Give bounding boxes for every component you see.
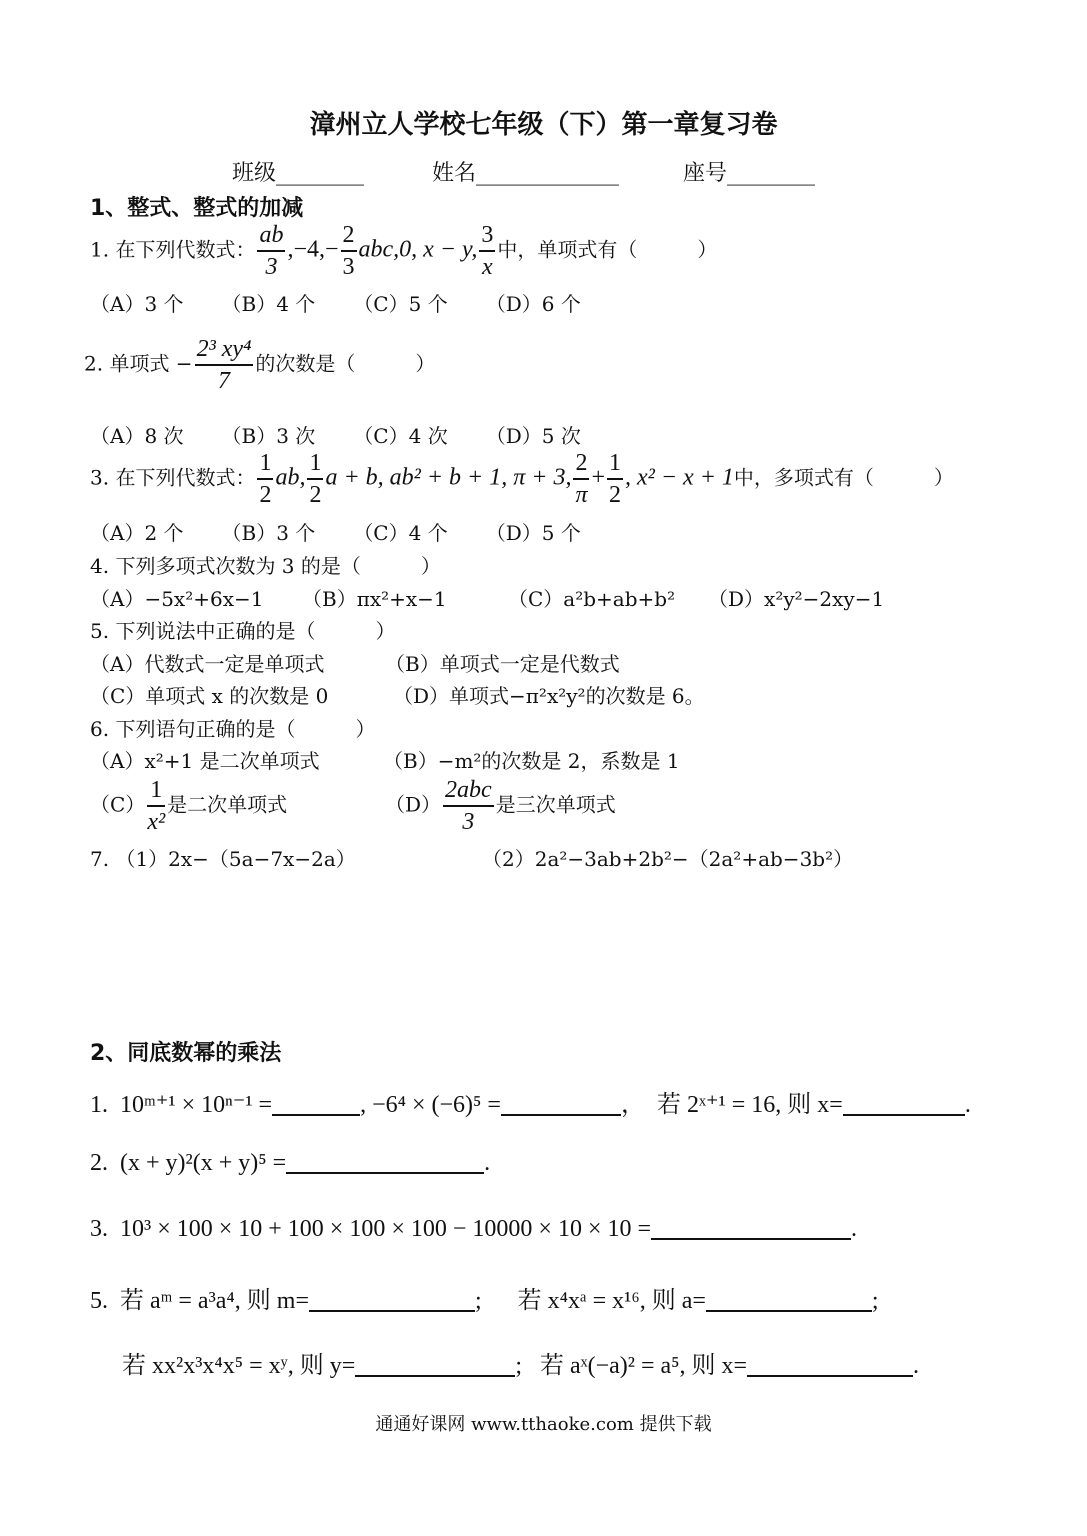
s2-question-3: 3. 10³ × 100 × 10 + 100 × 100 × 100 − 10000 × 10 × 10 = . <box>90 1216 858 1242</box>
s1-q6-option-a: （A）x²+1 是二次单项式 <box>90 749 320 773</box>
s1-question-2: 2. 单项式 − $\frac{\text{2³ xy⁴}}{7}$ 的次数是（ ） <box>84 336 436 394</box>
s1-q5-option-c: （C）单项式 x 的次数是 0 <box>90 684 329 708</box>
s1-q4-option-d: （D）x²y²−2xy−1 <box>708 587 885 611</box>
fraction: $\frac{1}{2}$ <box>609 450 621 508</box>
fraction: $\frac{3}{x}$ <box>481 222 494 280</box>
footer-text: 通通好课网 www.tthaoke.com 提供下载 <box>375 1414 712 1435</box>
s1-question-3: 3. 在下列代数式： $\frac{1}{2}$ ab, $\frac{1}{2}$ a + b, ab² + b + 1, π + 3, $\frac{2}{\pi}$ + $\frac{1}{2}$ , x² − x + 1中，多项式有（ ） <box>90 450 954 508</box>
s1-q4-option-a: （A）−5x²+6x−1 <box>90 587 264 611</box>
s1-q1-options: （A）3 个 （B）4 个 （C）5 个 （D）6 个 <box>90 292 581 316</box>
answer-blank[interactable] <box>355 1355 515 1377</box>
s1-q4-option-c: （C）a²b+ab+b² <box>508 587 676 611</box>
class-field-label: 班级________ <box>232 161 365 186</box>
answer-blank[interactable] <box>706 1290 872 1312</box>
s2-question-5-row-2: 若 xx²x³x⁴x⁵ = xʸ, 则 y= ; 若 aˣ(−a)² = a⁵, 则 x= . <box>122 1353 920 1379</box>
s1-q3-options: （A）2 个 （B）3 个 （C）4 个 （D）5 个 <box>90 521 581 545</box>
answer-blank[interactable] <box>286 1152 484 1174</box>
answer-blank[interactable] <box>843 1094 965 1116</box>
s1-question-6: 6. 下列语句正确的是（ ） <box>90 717 376 741</box>
s1-q6-option-c: （C） $\frac{1}{\text{x²}}$ 是二次单项式 <box>90 777 288 835</box>
seat-field-label: 座号________ <box>683 161 816 186</box>
s1-q5-option-b: （B）单项式一定是代数式 <box>385 652 620 676</box>
fraction: $\frac{ab}{3}$ <box>259 222 284 280</box>
answer-blank[interactable] <box>309 1290 475 1312</box>
s2-question-5-row-1: 5. 若 aᵐ = a³a⁴, 则 m= ; 若 x⁴xᵃ = x¹⁶, 则 a= ; <box>90 1288 879 1314</box>
answer-blank[interactable] <box>501 1094 621 1116</box>
s1-question-7-part-2: （2）2a²−3ab+2b²−（2a²+ab−3b²） <box>482 847 854 871</box>
fraction: $\frac{2}{3}$ <box>342 222 355 280</box>
answer-blank[interactable] <box>747 1355 913 1377</box>
answer-blank[interactable] <box>651 1218 851 1240</box>
page-title: 漳州立人学校七年级（下）第一章复习卷 <box>309 110 778 140</box>
fraction: $\frac{2}{\pi}$ <box>575 450 588 508</box>
section-1-heading: 1、整式、整式的加减 <box>90 196 304 221</box>
s1-q6-option-b: （B）−m²的次数是 2，系数是 1 <box>383 749 680 773</box>
s2-question-1: 1. 10ᵐ⁺¹ × 10ⁿ⁻¹ = , −6⁴ × (−6)⁵ = ， 若 2ˣ⁺¹ = 16, 则 x= . <box>90 1092 971 1118</box>
fraction: $\frac{1}{\text{x²}}$ <box>147 777 166 835</box>
fraction: $\frac{1}{2}$ <box>259 450 272 508</box>
section-2-heading: 2、同底数幂的乘法 <box>90 1041 282 1066</box>
name-field-label: 姓名_____________ <box>432 161 620 186</box>
fraction: $\frac{\text{2abc}}{3}$ <box>445 777 492 835</box>
s1-question-1: 1. 在下列代数式： $\frac{ab}{3}$ ,−4,− $\frac{2}{3}$ abc,0, x − y, $\frac{3}{x}$ 中，单项式有（ ） <box>90 222 718 280</box>
s1-q4-option-b: （B）πx²+x−1 <box>302 587 447 611</box>
s2-question-2: 2. (x + y)²(x + y)⁵ = . <box>90 1150 491 1176</box>
answer-blank[interactable] <box>272 1094 360 1116</box>
fraction: $\frac{\text{2³ xy⁴}}{7}$ <box>196 336 252 394</box>
fraction: $\frac{1}{2}$ <box>309 450 322 508</box>
s1-question-5: 5. 下列说法中正确的是（ ） <box>90 619 396 643</box>
s1-q5-option-d: （D）单项式−π²x²y²的次数是 6。 <box>393 684 705 708</box>
s1-question-7-part-1: 7. （1）2x−（5a−7x−2a） <box>90 847 356 871</box>
s1-q5-option-a: （A）代数式一定是单项式 <box>90 652 325 676</box>
s1-question-4: 4. 下列多项式次数为 3 的是（ ） <box>90 554 441 578</box>
s1-q2-options: （A）8 次 （B）3 次 （C）4 次 （D）5 次 <box>90 424 581 448</box>
s1-q6-option-d: （D） $\frac{\text{2abc}}{3}$ 是三次单项式 <box>385 777 616 835</box>
